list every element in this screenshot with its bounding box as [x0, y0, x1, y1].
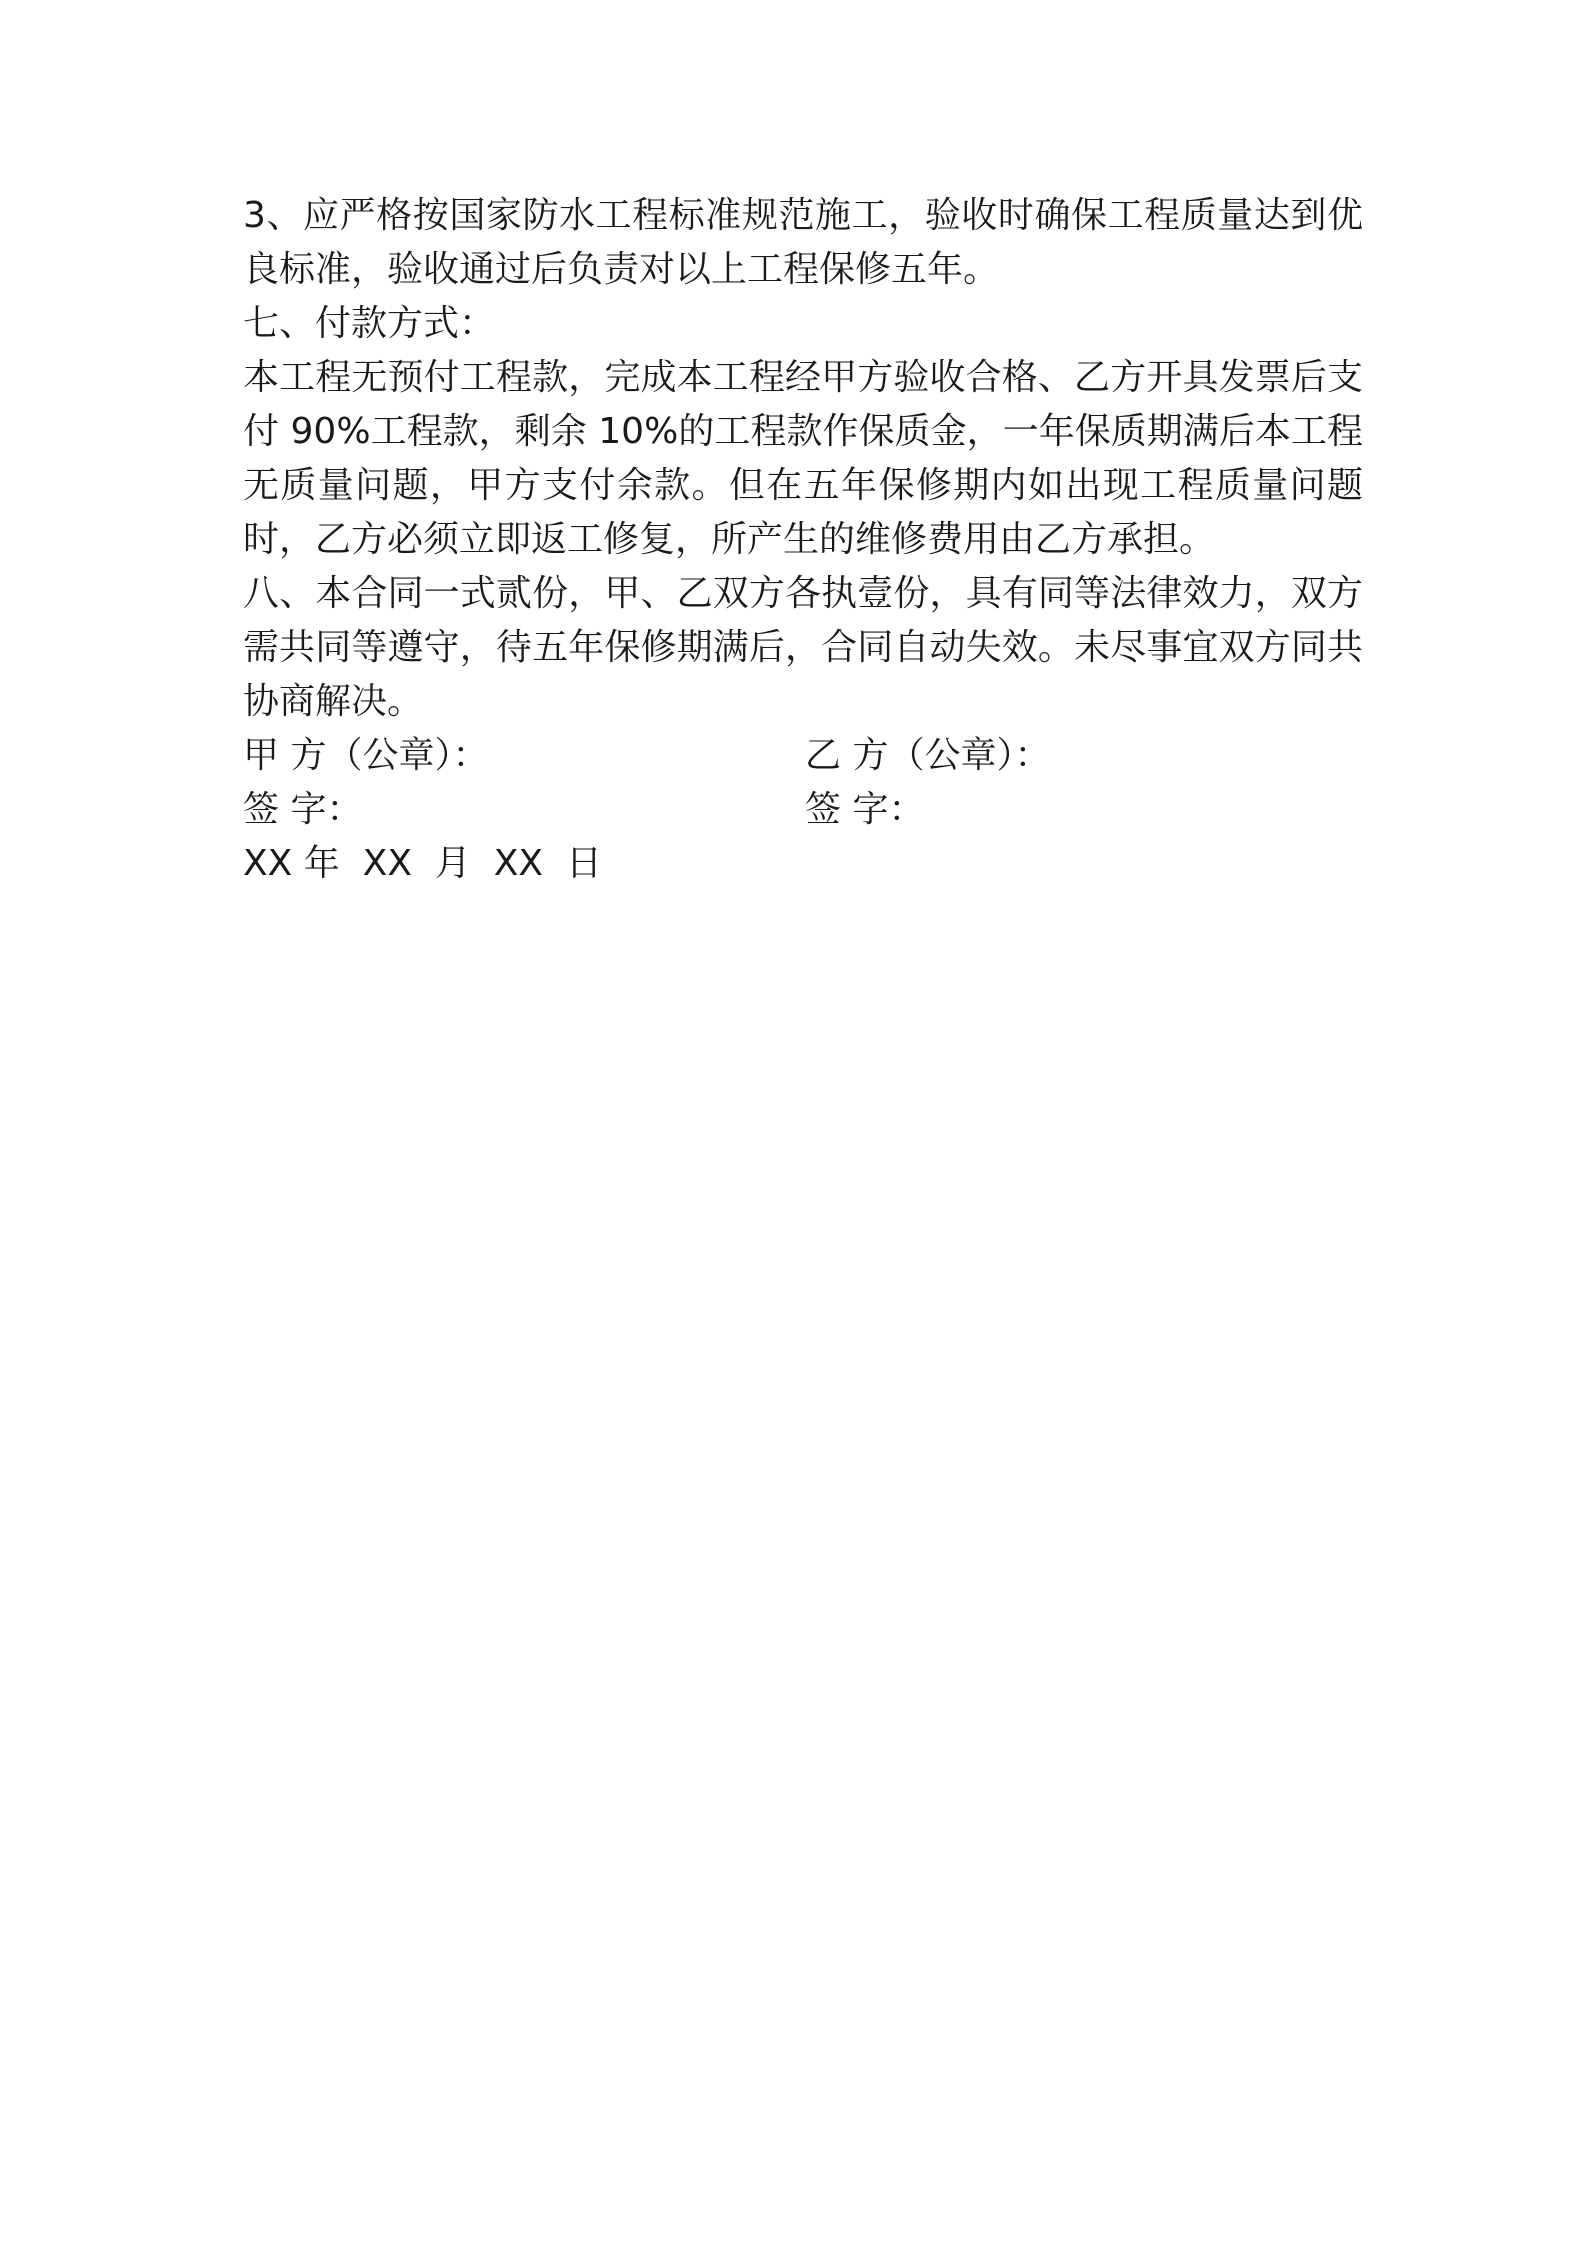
party-b-seal-label: 乙 方（公章）： — [805, 735, 1051, 776]
party-b-signature-label: 签 字： — [805, 789, 925, 830]
clause-warranty: 3、应严格按国家防水工程标准规范施工，验收时确保工程质量达到优良标准，验收通过后负责对以上工程保修五年。 — [243, 195, 1363, 290]
party-a-signature-label: 签 字： — [243, 789, 363, 830]
date-line: XX 年 XX 月 XX 日 — [243, 843, 602, 884]
section-heading-payment: 七、付款方式： — [243, 303, 496, 344]
clause-copies: 八、本合同一式贰份，甲、乙双方各执壹份，具有同等法律效力，双方需共同等遵守，待五年保修期满后，合同自动失效。未尽事宜双方同共协商解决。 — [243, 573, 1363, 722]
party-a-seal-label: 甲 方（公章）： — [243, 735, 489, 776]
seal-row — [243, 729, 1363, 783]
signature-row — [243, 783, 1363, 837]
document-body — [243, 189, 1363, 891]
clause-payment: 本工程无预付工程款，完成本工程经甲方验收合格、乙方开具发票后支付 90%工程款，剩余 10%的工程款作保质金，一年保质期满后本工程无质量问题，甲方支付余款。但在五年保修期内如出现工程质量问题时，乙方必须立即返工修复，所产生的维修费用由乙方承担。 — [243, 357, 1363, 560]
